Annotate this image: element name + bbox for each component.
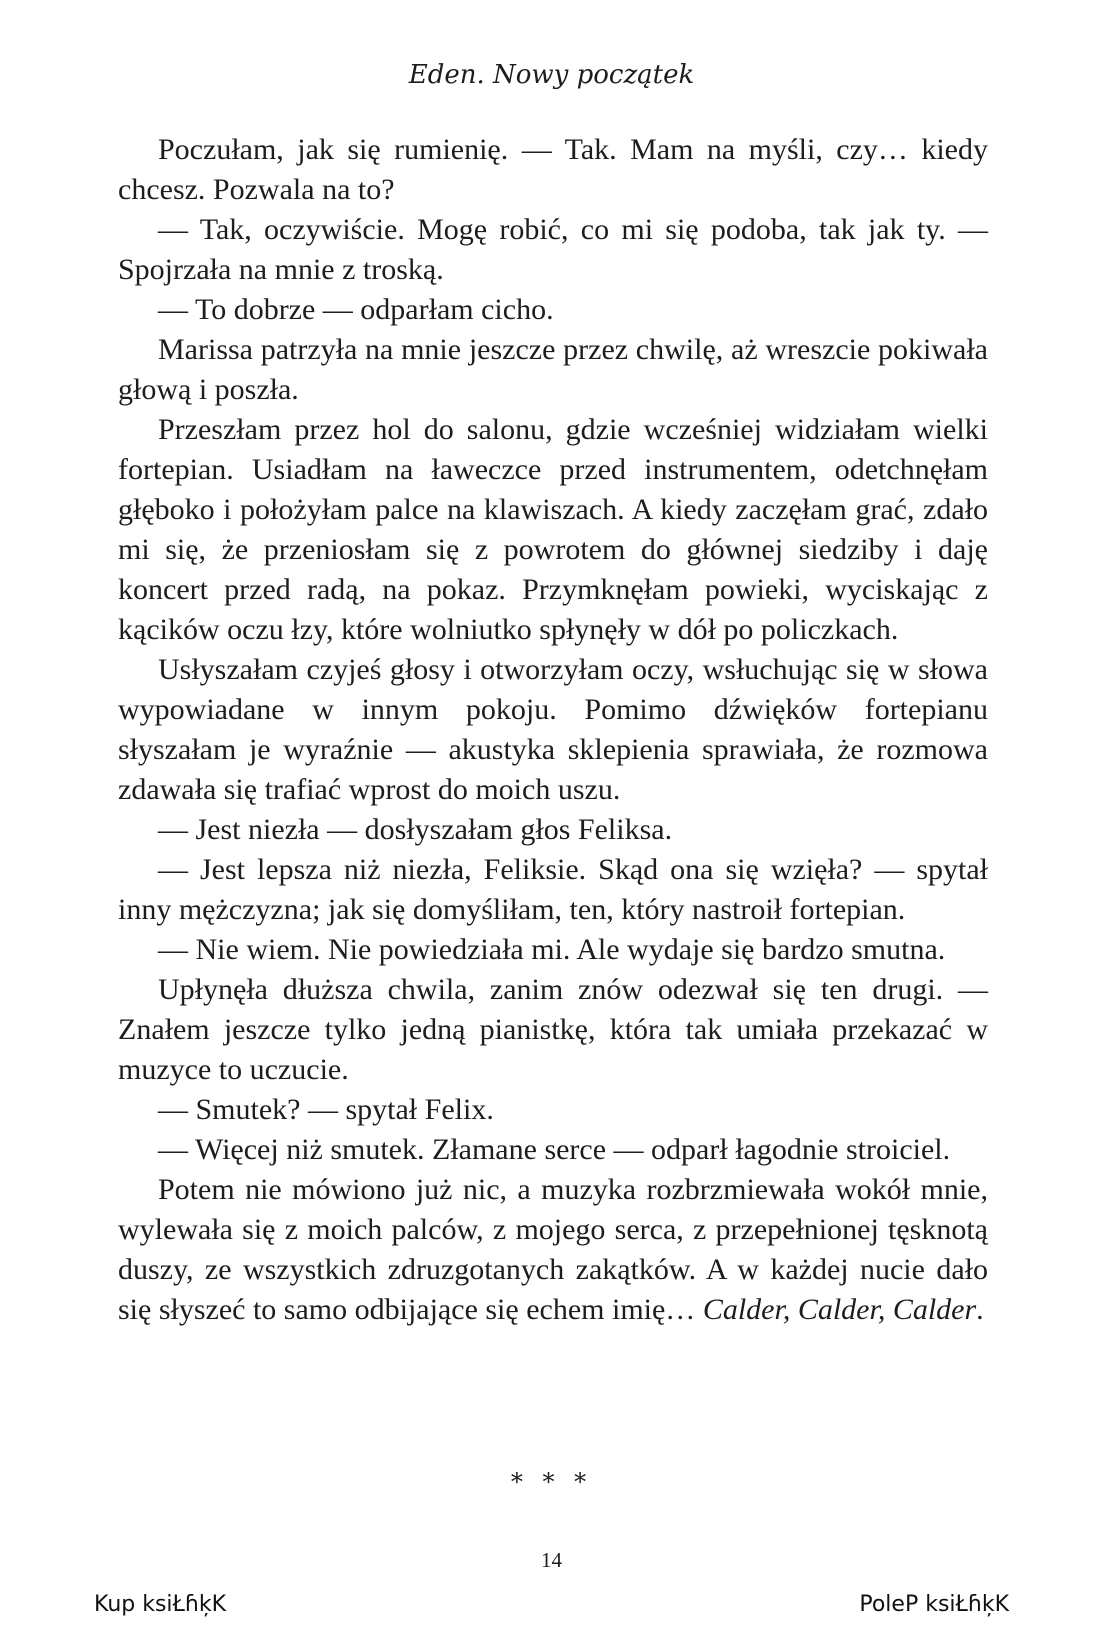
section-separator: * * * — [510, 1468, 593, 1496]
paragraph-last — [118, 1170, 988, 1330]
paragraph: Przeszłam przez hol do salonu, gdzie wcześniej widziałam wielki fortepian. Usiadłam na ławeczce przed instrumentem, odetchnęłam głęboko i położyłam palce na klawiszach. A kiedy zaczęłam grać, zdało mi się, że przeniosłam się z powrotem do głównej siedziby i daję koncert przed radą, na pokaz. Przymknęłam powieki, wyciskając z kącików oczu łzy, które wolniutko spłynęły w dół po policzkach. — [118, 413, 988, 646]
paragraph: — Jest niezła — dosłyszałam głos Feliksa. — [158, 813, 673, 846]
paragraph-text: Potem nie mówiono już nic, a muzyka rozbrzmiewała wokół mnie, wylewała się z moich palców, z mojego serca, z przepełnionej tęsknotą duszy, ze wszystkich zdruzgotanych zakątków. A w każdej nucie dało się słyszeć to samo odbijające się echem imię… — [118, 1173, 988, 1326]
paragraph: — Nie wiem. Nie powiedziała mi. Ale wydaje się bardzo smutna. — [158, 933, 946, 966]
paragraph: Marissa patrzyła na mnie jeszcze przez chwilę, aż wreszcie pokiwała głową i poszła. — [118, 333, 988, 406]
paragraph: — Tak, oczywiście. Mogę robić, co mi się podoba, tak jak ty. — Spojrzała na mnie z troską. — [118, 213, 988, 286]
running-header: Eden. Nowy początek — [408, 60, 695, 90]
buy-book-link[interactable]: Kup ksiŁɦķK — [94, 1592, 227, 1617]
paragraph: — Smutek? — spytał Felix. — [158, 1093, 494, 1126]
page-number: 14 — [541, 1548, 562, 1572]
paragraph: — Więcej niż smutek. Złamane serce — odparł łagodnie stroiciel. — [158, 1133, 951, 1166]
recommend-book-link[interactable]: PoleP ksiŁɦķK — [859, 1592, 1009, 1617]
italic-name-echo: Calder, Calder, Calder — [702, 1293, 977, 1326]
paragraph: — To dobrze — odparłam cicho. — [158, 293, 554, 326]
paragraph: Poczułam, jak się rumienię. — Tak. Mam na myśli, czy… kiedy chcesz. Pozwala na to? — [118, 133, 988, 206]
paragraph: Upłynęła dłuższa chwila, zanim znów odezwał się ten drugi. — Znałem jeszcze tylko jedną pianistkę, która tak umiała przekazać w muzyce to uczucie. — [118, 973, 988, 1086]
paragraph-end: . — [976, 1293, 984, 1326]
paragraph: — Jest lepsza niż niezła, Feliksie. Skąd ona się wzięła? — spytał inny mężczyzna; jak się domyśliłam, ten, który nastroił fortepian. — [118, 853, 988, 926]
body-text — [118, 130, 988, 1330]
paragraph: Usłyszałam czyjeś głosy i otworzyłam oczy, wsłuchując się w słowa wypowiadane w innym pokoju. Pomimo dźwięków fortepianu słyszałam je wyraźnie — akustyka sklepienia sprawiała, że rozmowa zdawała się trafiać wprost do moich uszu. — [118, 653, 988, 806]
